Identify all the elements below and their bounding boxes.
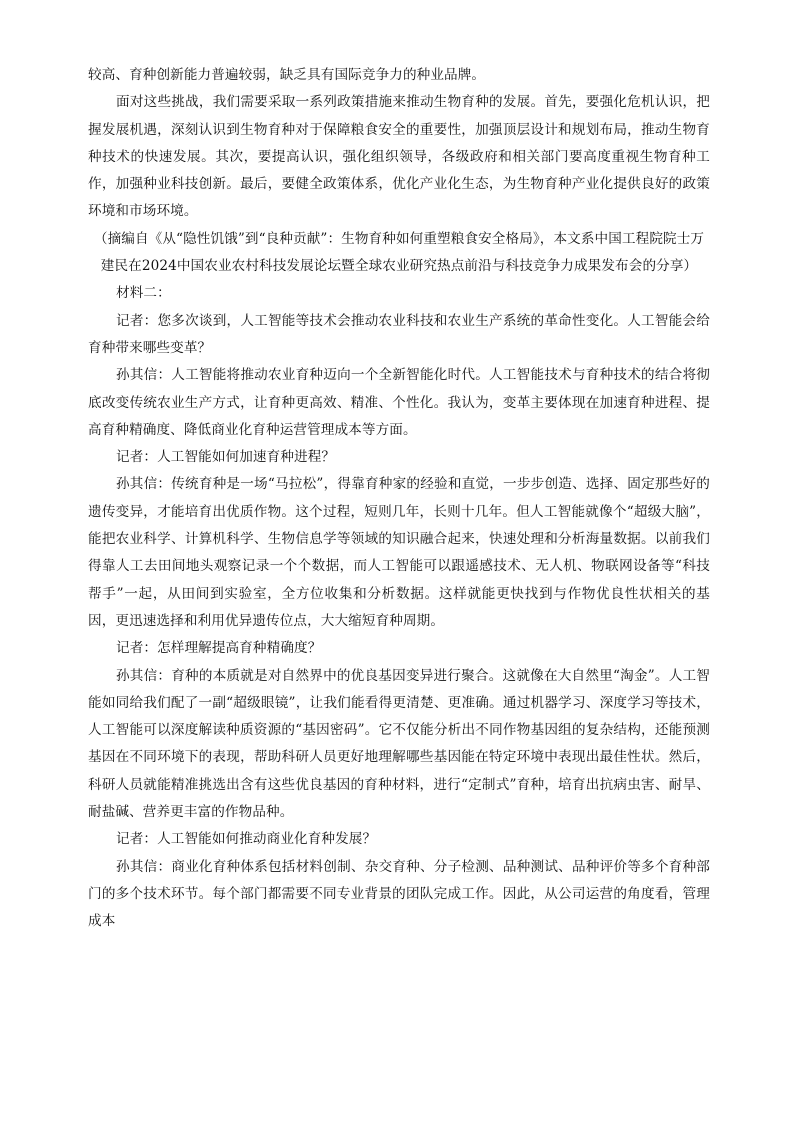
paragraph-answer-3: 孙其信：育种的本质就是对自然界中的优良基因变异进行聚合。这就像在大自然里“淘金”。人工智能如同给我们配了一副“超级眼镜”，让我们能看得更清楚、更准确。通过机器学习、深度学习等技术，人工智能可以深度解读种质资源的“基因密码”。它不仅能分析出不同作物基因组的复杂结构，还能预测基因在不同环境下的表现，帮助科研人员更好地理解哪些基因能在特定环境中表现出最佳性状。然后，科研人员就能精准挑选出含有这些优良基因的育种材料，进行“定制式”育种，培育出抗病虫害、耐旱、耐盐碱、营养更丰富的作物品种。 (88, 667, 710, 821)
paragraph-answer-2: 孙其信：传统育种是一场“马拉松”，得靠育种家的经验和直觉，一步步创造、选择、固定那些好的遗传变异，才能培育出优质作物。这个过程，短则几年，长则十几年。但人工智能就像个“超级大脑”，能把农业科学、计算机科学、生物信息学等领域的知识融合起来，快速处理和分析海量数据。以前我们得靠人工去田间地头观察记录一个个数据，而人工智能可以跟遥感技术、无人机、物联网设备等“科技帮手”一起，从田间到实验室，全方位收集和分析数据。这样就能更快找到与作物优良性状相关的基因，更迅速选择和利用优异遗传位点，大大缩短育种周期。 (88, 476, 710, 629)
paragraph-reporter-q1: 记者：您多次谈到，人工智能等技术会推动农业科技和农业生产系统的革命性变化。人工智能会给育种带来哪些变革？ (88, 312, 710, 356)
document-page (88, 62, 710, 936)
source-citation: （摘编自《从“隐性饥饿”到“良种贡献”：生物育种如何重塑粮食安全格局》，本文系中国工程院院士万建民在2024中国农业农村科技发展论坛暨全球农业研究热点前沿与科技竞争力成果发布会的分享） (93, 230, 705, 275)
paragraph-reporter-q2: 记者：人工智能如何加速育种进程？ (116, 449, 336, 466)
paragraph-reporter-q3: 记者：怎样理解提高育种精确度？ (116, 640, 322, 657)
paragraph-1: 较高、育种创新能力普遍较弱，缺乏具有国际竞争力的种业品牌。 (88, 67, 486, 83)
paragraph-answer-1: 孙其信：人工智能将推动农业育种迈向一个全新智能化时代。人工智能技术与育种技术的结合将彻底改变传统农业生产方式，让育种更高效、精准、个性化。我认为，变革主要体现在加速育种进程、提高育种精确度、降低商业化育种运营管理成本等方面。 (88, 367, 710, 438)
paragraph-2: 面对这些挑战，我们需要采取一系列政策措施来推动生物育种的发展。首先，要强化危机认识，把握发展机遇，深刻认识到生物育种对于保障粮食安全的重要性，加强顶层设计和规划布局，推动生物育种技术的快速发展。其次，要提高认识，强化组织领导，各级政府和相关部门要高度重视生物育种工作，加强种业科技创新。最后，要健全政策体系，优化产业化生态，为生物育种产业化提供良好的政策环境和市场环境。 (88, 94, 710, 220)
paragraph-answer-4: 孙其信：商业化育种体系包括材料创制、杂交育种、分子检测、品种测试、品种评价等多个育种部门的多个技术环节。每个部门都需要不同专业背景的团队完成工作。因此，从公司运营的角度看，管理成本 (88, 858, 710, 930)
section-heading-material-2: 材料二： (116, 285, 171, 302)
paragraph-reporter-q4: 记者：人工智能如何推动商业化育种发展？ (116, 831, 377, 848)
